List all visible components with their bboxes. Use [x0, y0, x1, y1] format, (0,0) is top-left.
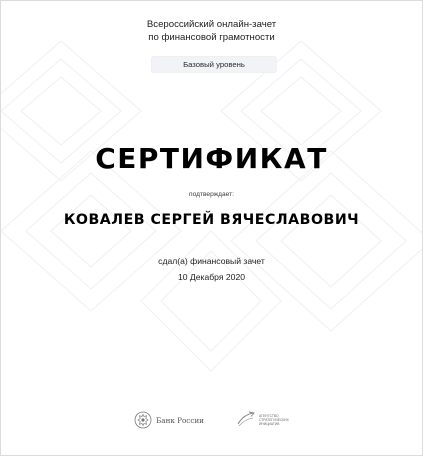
asi-label [259, 414, 289, 426]
bank-of-russia-logo [134, 410, 204, 430]
asi-label-line3: ИНИЦИАТИВ [259, 422, 280, 426]
certificate-date: 10 Декабря 2020 [177, 272, 246, 282]
recipient-name: КОВАЛЕВ СЕРГЕЙ ВЯЧЕСЛАВОВИЧ [63, 212, 360, 228]
passed-statement: сдал(а) финансовый зачет [158, 256, 265, 266]
bank-of-russia-label: Банк России [156, 415, 204, 425]
asi-swoosh-icon [236, 410, 256, 430]
double-eagle-icon [134, 411, 152, 429]
exam-title [1, 18, 422, 44]
exam-title-line2: по финансовой грамотности [148, 32, 275, 43]
exam-title-line1: Всероссийский онлайн-зачет [146, 19, 277, 30]
confirms-label: подтверждает: [189, 191, 234, 198]
level-badge: Базовый уровень [151, 56, 277, 73]
certificate-title: СЕРТИФИКАТ [95, 142, 328, 175]
asi-logo [236, 409, 289, 431]
asi-label-line2: СТРАТЕГИЧЕСКИХ [259, 418, 289, 422]
asi-label-line1: АГЕНТСТВО [259, 414, 279, 418]
